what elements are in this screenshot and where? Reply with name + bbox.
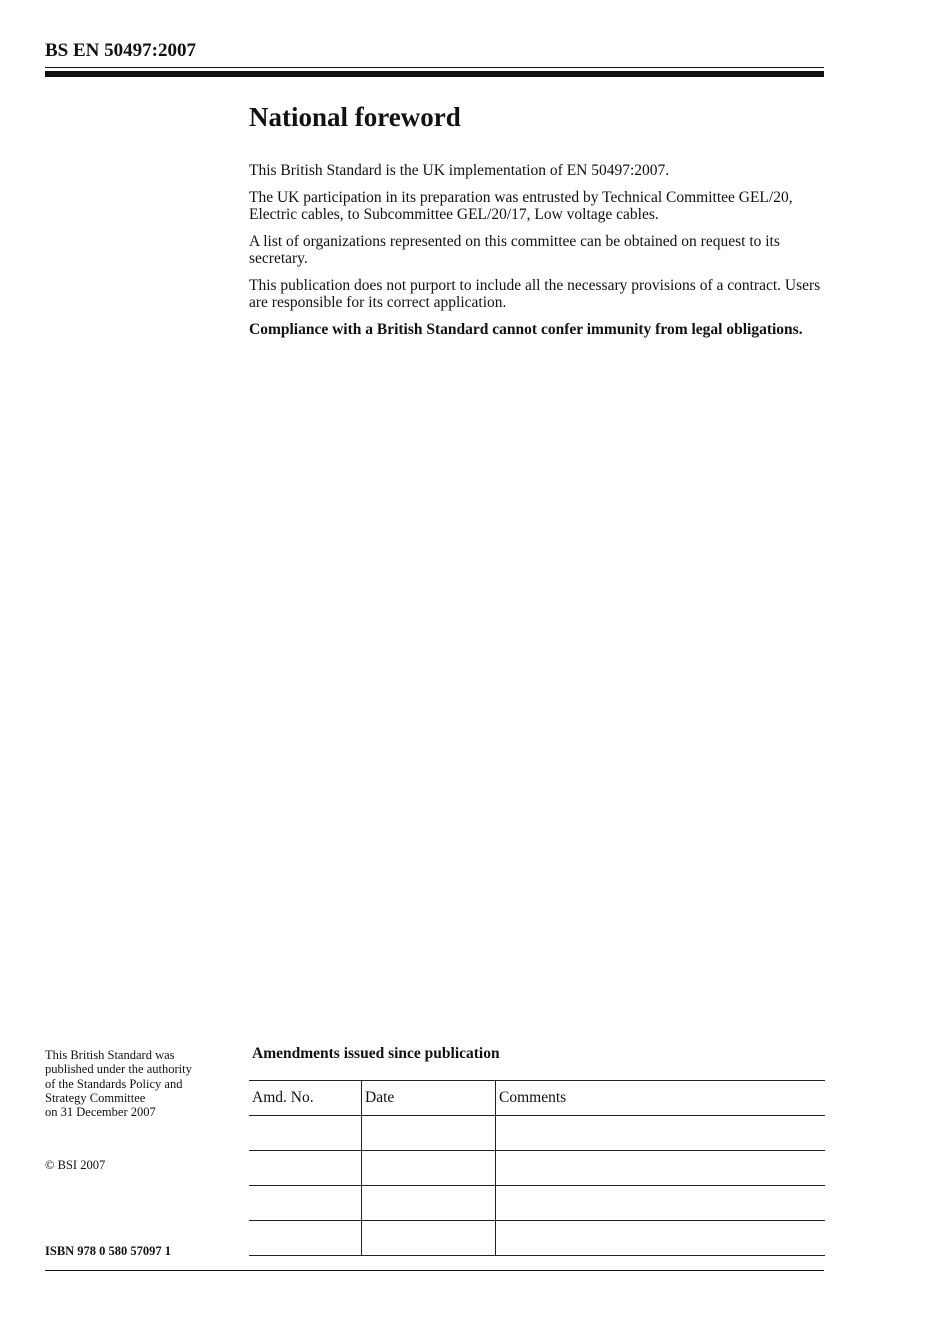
foreword-paragraph: A list of organizations represented on this committee can be obtained on request to its secretary. — [249, 232, 780, 267]
foreword-paragraph: This British Standard is the UK implementation of EN 50497:2007. — [249, 162, 670, 179]
table-cell — [362, 1221, 496, 1256]
foreword-paragraph: This publication does not purport to include all the necessary provisions of a contract. Users are responsible for its correct application. — [249, 276, 821, 311]
header-rule-thin — [45, 67, 824, 68]
table-cell — [362, 1151, 496, 1186]
table-cell — [249, 1116, 362, 1151]
table-row — [249, 1151, 825, 1186]
amendments-title: Amendments issued since publication — [252, 1045, 500, 1062]
footer-rule — [45, 1270, 824, 1271]
table-cell — [362, 1186, 496, 1221]
table-row — [249, 1221, 825, 1256]
publication-line: published under the authority — [45, 1062, 192, 1077]
publication-statement — [45, 1048, 240, 1119]
column-header-amd-no: Amd. No. — [249, 1081, 362, 1116]
isbn: ISBN 978 0 580 57097 1 — [45, 1244, 172, 1258]
copyright-notice: © BSI 2007 — [45, 1158, 106, 1172]
table-cell — [496, 1116, 826, 1151]
publication-line: This British Standard was — [45, 1048, 175, 1062]
header-rule-thick — [45, 71, 824, 77]
column-header-comments: Comments — [496, 1081, 826, 1116]
document-id: BS EN 50497:2007 — [45, 40, 196, 61]
compliance-notice: Compliance with a British Standard cannot confer immunity from legal obligations. — [249, 320, 803, 338]
table-row — [249, 1116, 825, 1151]
foreword-paragraph: The UK participation in its preparation was entrusted by Technical Committee GEL/20, Electric cables, to Subcommittee GEL/20/17, Low voltage cables. — [249, 188, 793, 223]
table-row — [249, 1186, 825, 1221]
table-cell — [496, 1186, 826, 1221]
publication-line: on 31 December 2007 — [45, 1105, 156, 1120]
publication-info — [45, 1048, 240, 1119]
table-header-row — [249, 1081, 825, 1116]
column-header-date: Date — [362, 1081, 496, 1116]
table-cell — [496, 1221, 826, 1256]
table-cell — [362, 1116, 496, 1151]
national-foreword-section — [249, 100, 827, 347]
page-title: National foreword — [249, 102, 461, 132]
publication-line: of the Standards Policy and — [45, 1076, 183, 1091]
table-cell — [249, 1221, 362, 1256]
table-cell — [496, 1151, 826, 1186]
table-cell — [249, 1151, 362, 1186]
publication-line: Strategy Committee — [45, 1090, 146, 1105]
table-cell — [249, 1186, 362, 1221]
amendments-table — [249, 1080, 825, 1256]
